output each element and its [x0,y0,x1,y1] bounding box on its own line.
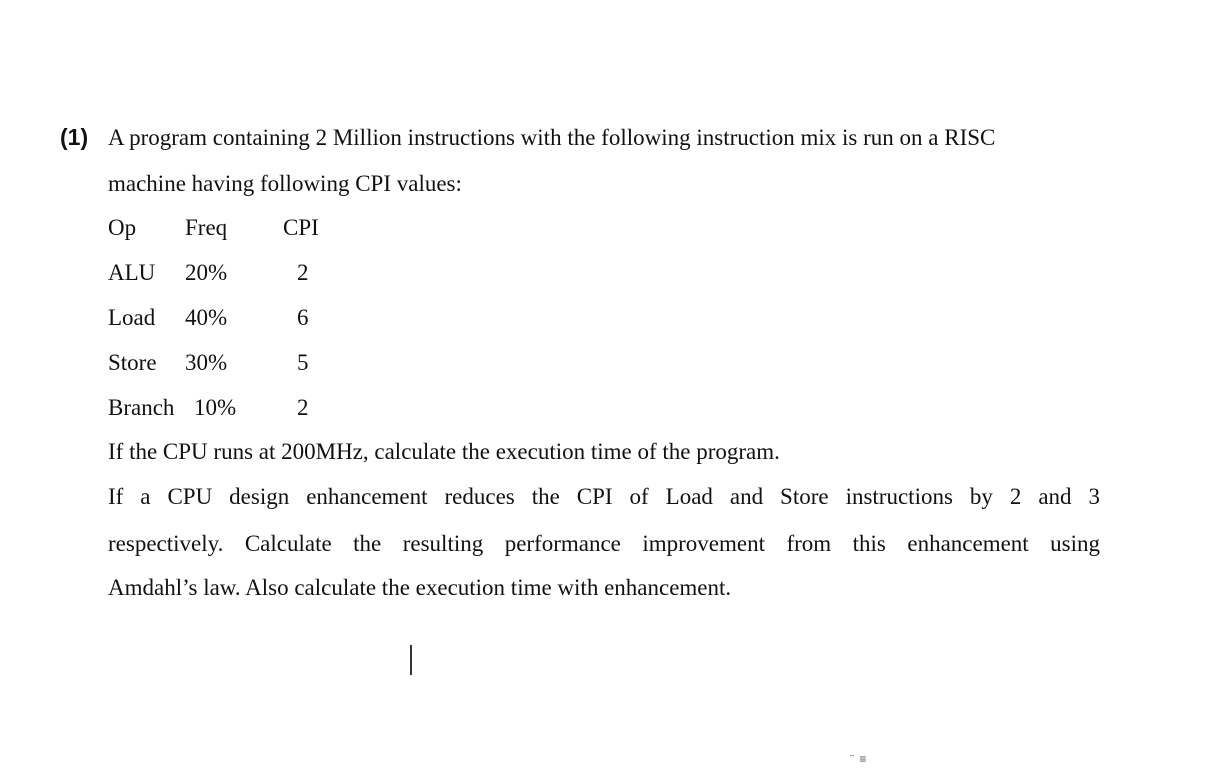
question-part-b-line-2: respectively. Calculate the resulting performance improvement from this enhancement using [108,531,1100,556]
table-header-op: Op [108,215,137,240]
paragraph-marks-icon: ¨ ≡ [850,752,868,766]
table-cell-freq: 30% [185,350,228,375]
table-cell-cpi: 2 [297,260,309,285]
table-cell-freq: 20% [185,260,228,285]
table-cell-cpi: 2 [297,395,309,420]
table-cell-freq: 40% [185,305,228,330]
table-cell-op: Branch [108,395,175,420]
table-header-freq: Freq [185,215,228,240]
question-number: (1) [60,124,89,150]
question-intro-line-2: machine having following CPI values: [108,171,462,196]
question-intro-line-1: A program containing 2 Million instructions with the following instruction mix is run on a RISC [108,125,996,150]
question-part-b-line-3: Amdahl’s law. Also calculate the execution time with enhancement. [108,575,732,600]
table-cell-op: ALU [108,260,156,285]
table-cell-freq: 10% [194,395,237,420]
question-part-a: If the CPU runs at 200MHz, calculate the execution time of the program. [108,439,780,464]
table-cell-cpi: 5 [297,350,309,375]
text-cursor[interactable] [410,645,412,675]
table-cell-op: Store [108,350,157,375]
table-cell-cpi: 6 [297,305,309,330]
question-part-b-line-1: If a CPU design enhancement reduces the CPI of Load and Store instructions by 2 and 3 [108,484,1100,509]
table-header-cpi: CPI [283,215,319,240]
table-cell-op: Load [108,305,156,330]
